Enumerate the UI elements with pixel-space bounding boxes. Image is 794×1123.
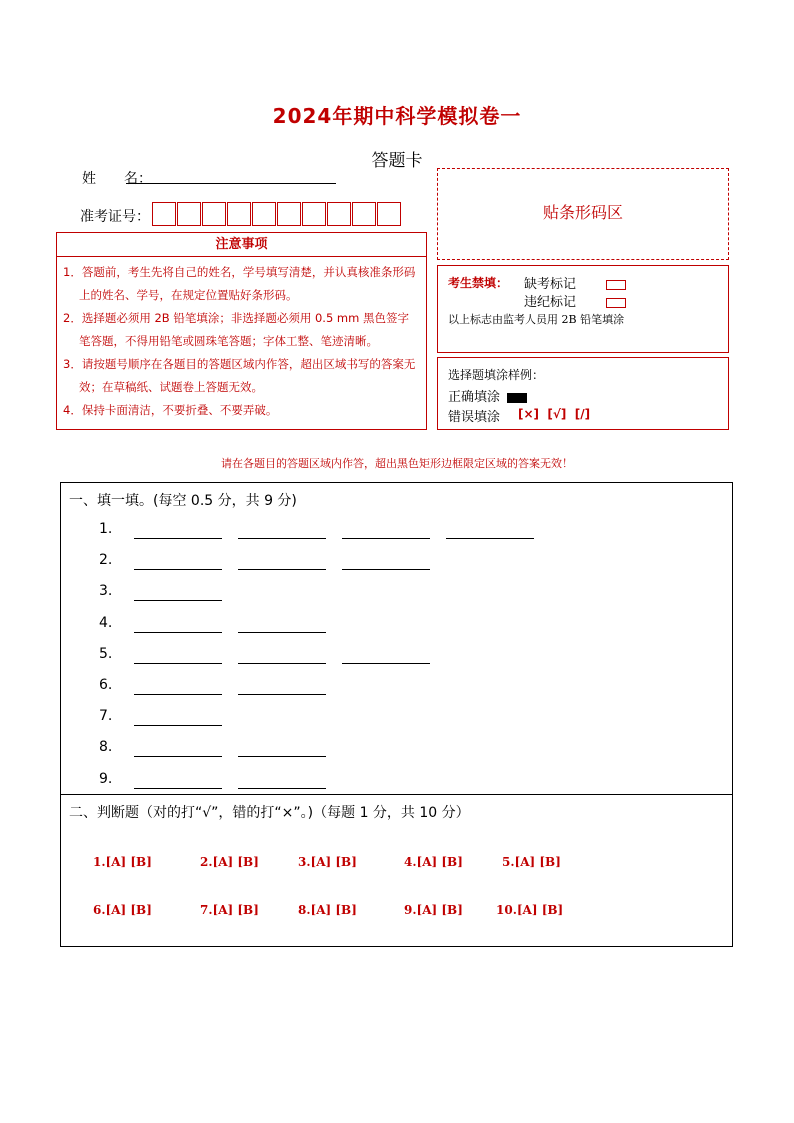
violation-mark-label: 违纪标记: [524, 295, 577, 310]
question-number: 6.: [99, 677, 113, 693]
notice-item: 3．请按题号顺序在各题目的答题区域内作答，超出区域书写的答案无效；在草稿纸、试题卷上答题无效。: [63, 357, 416, 394]
answer-blank[interactable]: [238, 538, 326, 539]
exam-no-boxes: [152, 202, 402, 226]
page-subtitle: 答题卡: [371, 151, 423, 171]
violation-mark-box[interactable]: [606, 292, 626, 311]
section-fill-in: [60, 482, 733, 795]
name-label: 姓 名：: [82, 171, 152, 187]
absent-mark-label: 缺考标记: [524, 277, 577, 292]
barcode-area: 贴条形码区: [437, 168, 729, 260]
section1-title: 一、填一填。(每空 0.5 分，共 9 分): [69, 493, 297, 509]
notice-item: 4．保持卡面清洁，不要折叠、不要弄破。: [63, 403, 278, 417]
answer-blank[interactable]: [342, 663, 430, 664]
fill-row: [99, 521, 719, 545]
page-title: 2024年期中科学模拟卷一: [272, 104, 522, 128]
answer-blank[interactable]: [134, 725, 222, 726]
exam-no-digit-box[interactable]: [302, 202, 326, 226]
fill-row: [99, 646, 719, 670]
exam-no-digit-box[interactable]: [277, 202, 301, 226]
answer-blank[interactable]: [342, 538, 430, 539]
true-false-option[interactable]: 6.[A] [B]: [93, 903, 152, 917]
question-number: 1.: [99, 521, 113, 537]
sample-title: 选择题填涂样例：: [448, 368, 545, 382]
answer-blank[interactable]: [342, 569, 430, 570]
section2-title: 二、判断题（对的打“√”，错的打“×”。)（每题 1 分，共 10 分）: [69, 805, 470, 821]
exam-no-digit-box[interactable]: [152, 202, 176, 226]
question-number: 3.: [99, 583, 113, 600]
fill-row: [99, 739, 719, 763]
exam-no-digit-box[interactable]: [327, 202, 351, 226]
exam-no-digit-box[interactable]: [202, 202, 226, 226]
forbid-note: 以上标志由监考人员用 2B 铅笔填涂: [448, 313, 625, 326]
true-false-option[interactable]: 10.[A] [B]: [496, 903, 564, 917]
fill-row: [99, 615, 719, 639]
forbid-box: [437, 265, 729, 353]
exam-no-digit-box[interactable]: [177, 202, 201, 226]
exam-no-digit-box[interactable]: [377, 202, 401, 226]
true-false-option[interactable]: 2.[A] [B]: [200, 855, 259, 869]
fill-row: [99, 677, 719, 701]
true-false-option[interactable]: 9.[A] [B]: [404, 903, 463, 917]
correct-fill-label: 正确填涂: [448, 390, 501, 405]
wrong-fill-marks: [×] [√] [/]: [518, 407, 591, 421]
answer-blank[interactable]: [134, 632, 222, 633]
absent-mark-box[interactable]: [606, 274, 626, 293]
true-false-option[interactable]: 1.[A] [B]: [93, 855, 152, 869]
question-number: 8.: [99, 739, 113, 756]
answer-blank[interactable]: [238, 756, 326, 757]
answer-blank[interactable]: [134, 569, 222, 570]
section-true-false: [60, 795, 733, 947]
answer-blank[interactable]: [238, 663, 326, 664]
answer-blank[interactable]: [134, 663, 222, 664]
true-false-option[interactable]: 3.[A] [B]: [298, 855, 357, 869]
true-false-option[interactable]: 4.[A] [B]: [404, 855, 463, 869]
question-number: 2.: [99, 552, 113, 569]
question-number: 5.: [99, 645, 113, 662]
answer-blank[interactable]: [134, 538, 222, 539]
answer-blank[interactable]: [238, 569, 326, 570]
true-false-option[interactable]: 8.[A] [B]: [298, 903, 357, 917]
notice-heading: 注意事项: [57, 233, 426, 257]
answer-blank[interactable]: [238, 632, 326, 633]
exam-no-digit-box[interactable]: [252, 202, 276, 226]
fill-row: [99, 771, 719, 795]
fill-row: [99, 583, 719, 607]
forbid-label: 考生禁填：: [448, 276, 509, 290]
answer-blank[interactable]: [446, 538, 534, 539]
answer-blank[interactable]: [238, 694, 326, 695]
answer-blank[interactable]: [134, 694, 222, 695]
question-number: 4.: [99, 614, 113, 631]
exam-no-label: 准考证号：: [80, 209, 150, 225]
notice-box: [56, 232, 427, 430]
name-field[interactable]: [126, 183, 336, 184]
fill-row: [99, 708, 719, 732]
answer-blank[interactable]: [238, 788, 326, 789]
answer-blank[interactable]: [134, 756, 222, 757]
answer-area-warning: 请在各题目的答题区域内作答，超出黑色矩形边框限定区域的答案无效！: [221, 457, 573, 470]
notice-item: 2．选择题必须用 2B 铅笔填涂；非选择题必须用 0.5 mm 黑色签字笔答题，不得用铅笔或圆珠笔答题；字体工整、笔迹清晰。: [63, 311, 409, 348]
answer-blank[interactable]: [134, 788, 222, 789]
notice-item: 1．答题前，考生先将自己的姓名，学号填写清楚，并认真核准条形码上的姓名、学号，在规定位置贴好条形码。: [63, 265, 416, 302]
true-false-option[interactable]: 7.[A] [B]: [200, 903, 259, 917]
exam-no-digit-box[interactable]: [352, 202, 376, 226]
answer-blank[interactable]: [134, 600, 222, 601]
wrong-fill-label: 错误填涂: [448, 410, 501, 425]
question-number: 9.: [99, 770, 113, 787]
filled-mark-sample: [507, 387, 527, 406]
sample-box: [437, 357, 729, 430]
exam-no-digit-box[interactable]: [227, 202, 251, 226]
question-number: 7.: [99, 708, 113, 725]
true-false-option[interactable]: 5.[A] [B]: [502, 855, 561, 869]
fill-row: [99, 552, 719, 576]
